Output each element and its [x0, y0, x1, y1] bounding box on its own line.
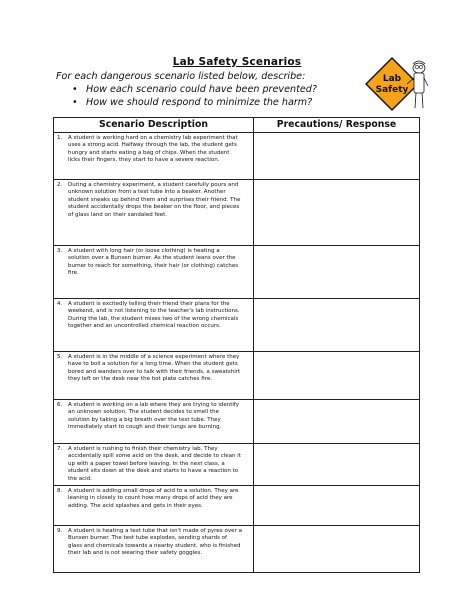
badge-line-1: Lab — [382, 74, 402, 84]
scenario-number: 5. — [57, 354, 63, 360]
response-cell[interactable] — [254, 352, 420, 400]
scenario-number: 6. — [57, 402, 63, 408]
response-cell[interactable] — [254, 486, 420, 526]
scenario-text: A student is in the middle of a science experiment where they have to boil a solution for a long time. When the student gets bored and wanders over to talk with their friends, a sweatshirt they left on the desk near the hot plate catches fire. — [68, 354, 241, 383]
scenario-number: 1. — [57, 135, 63, 141]
scenario-cell — [54, 133, 254, 180]
header-precautions-response: Precautions/ Response — [254, 118, 420, 133]
question-text: How each scenario could have been prevented? — [86, 84, 317, 95]
scenario-text: A student is heating a test tube that isn't made of pyrex over a Bunsen burner. The test tube explodes, sending shards of glass and chemicals towards a nearby student, who is finished their lab and is not wearing their safety goggles. — [68, 528, 242, 557]
scenario-cell — [54, 352, 254, 400]
scenario-cell — [54, 246, 254, 299]
response-cell[interactable] — [254, 246, 420, 299]
table-row — [54, 180, 420, 246]
scenario-text: A student with long hair (or loose clothing) is heating a solution over a Bunsen burner. As the student leans over the burner to reach for something, their hair (or clothing) catches fire. — [68, 248, 239, 277]
scenario-number: 8. — [57, 488, 63, 494]
response-cell[interactable] — [254, 180, 420, 246]
table-row — [54, 400, 420, 444]
badge-line-2: Safety — [375, 85, 409, 95]
scenario-text: A student is excitedly telling their friend their plans for the weekend, and is not listening to the teacher's lab instructions. During the lab, the student mixes two of the wrong chemicals together and an uncontrolled chemical reaction occurs. — [68, 301, 240, 330]
scenario-number: 3. — [57, 248, 63, 254]
question-item: • How we should respond to minimize the harm? — [72, 96, 313, 108]
warning-diamond-icon — [366, 58, 418, 110]
table-header-row — [54, 118, 420, 133]
lab-safety-logo — [362, 54, 432, 116]
scenario-number: 7. — [57, 446, 63, 452]
question-text: How we should respond to minimize the harm? — [86, 96, 313, 108]
table-row — [54, 133, 420, 180]
table-row — [54, 526, 420, 573]
response-cell[interactable] — [254, 299, 420, 352]
response-cell[interactable] — [254, 400, 420, 444]
scenario-text: A student is working hard on a chemistry lab experiment that uses a strong acid. Halfway through the lab, the student gets hungry and starts eating a bag of chips. When the student licks their fingers, they start to have a severe reaction. — [68, 135, 238, 164]
scenario-table — [53, 117, 420, 573]
scenario-cell — [54, 444, 254, 486]
scenario-cell — [54, 400, 254, 444]
question-item: • How each scenario could have been prevented? — [72, 84, 317, 95]
scenario-number: 2. — [57, 182, 63, 188]
scenario-number: 9. — [57, 528, 63, 534]
table-row — [54, 352, 420, 400]
table-row — [54, 299, 420, 352]
scenario-number: 4. — [57, 301, 63, 307]
table-row — [54, 486, 420, 526]
scenario-cell — [54, 526, 254, 573]
table-row — [54, 246, 420, 299]
response-cell[interactable] — [254, 526, 420, 573]
intro-text: For each dangerous scenario listed below, describe: — [56, 71, 306, 82]
scenario-text: During a chemistry experiment, a student carefully pours and unknown solution from a test tube into a beaker. Another student sneaks up behind them and surprises their friend. The student accidentally drops the beaker on the floor, and pieces of glass land on their sandaled feet. — [68, 182, 241, 218]
table-row — [54, 444, 420, 486]
page-title: Lab Safety Scenarios — [172, 56, 302, 68]
scenario-cell — [54, 180, 254, 246]
header-scenario-description: Scenario Description — [54, 118, 254, 133]
scenario-text: A student is rushing to finish their chemistry lab. They accidentally spill some acid on the desk, and decide to clean it up with a paper towel before leaving. In the next class, a student sits down at the desk and starts to have a reaction to the acid. — [68, 446, 241, 482]
scenario-text: A student is working on a lab where they are trying to identify an unknown solution. The student decides to smell the solution by taking a big breath over the test tube. They immediately start to cough and their lungs are burning. — [68, 402, 240, 431]
response-cell[interactable] — [254, 444, 420, 486]
response-cell[interactable] — [254, 133, 420, 180]
scenario-cell — [54, 299, 254, 352]
scenario-text: A student is adding small drops of acid to a solution. They are leaning in closely to count how many drops of acid they are adding. The acid splashes and gets in their eyes. — [68, 488, 239, 509]
question-list — [72, 84, 317, 109]
scenario-cell — [54, 486, 254, 526]
